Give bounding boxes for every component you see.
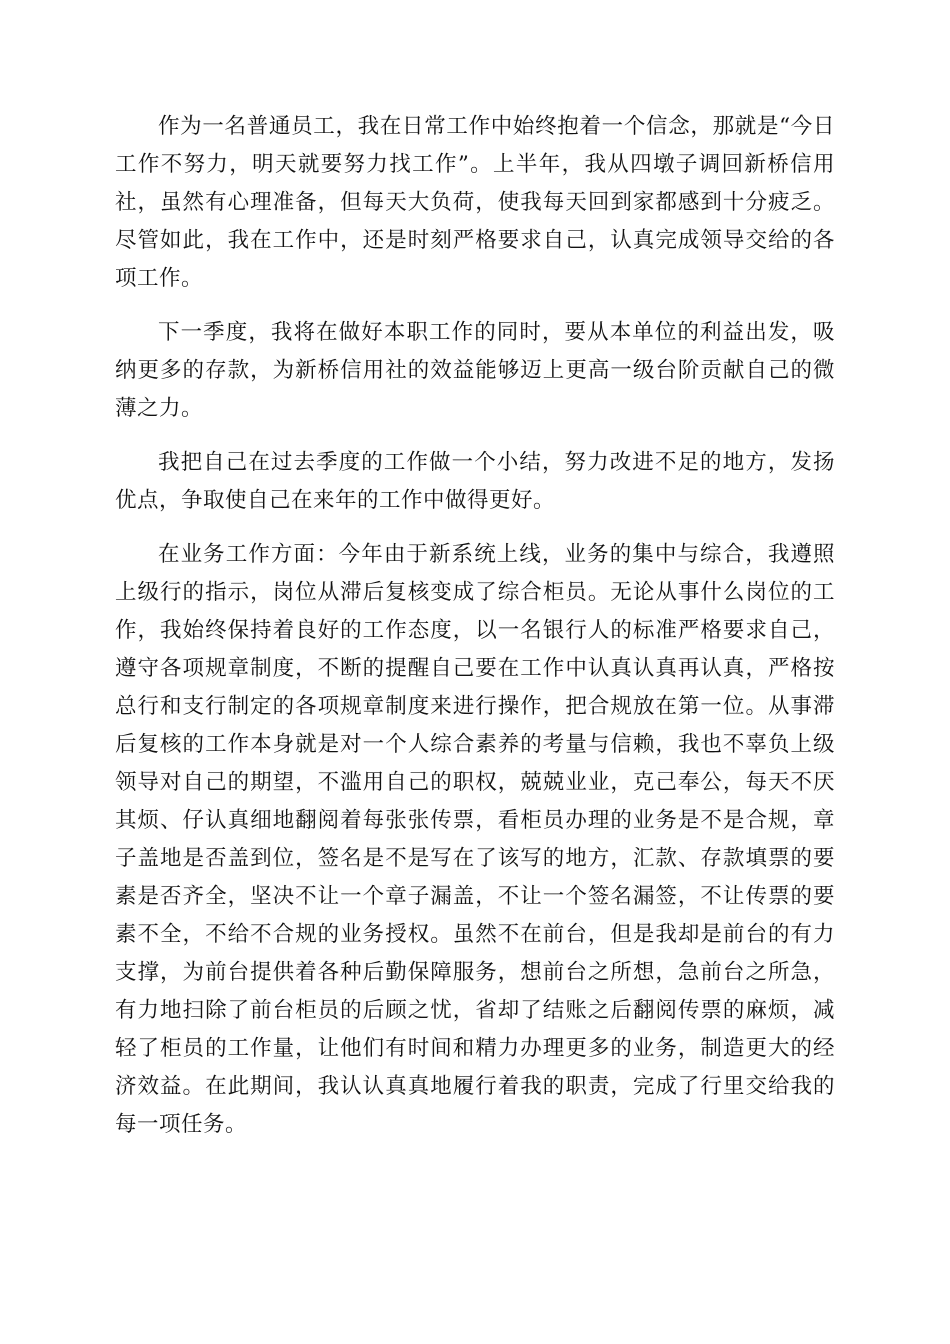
paragraph-3: 我把自己在过去季度的工作做一个小结，努力改进不足的地方，发扬优点，争取使自己在来年的工作中做得更好。 [115,450,835,513]
paragraph-4: 在业务工作方面：今年由于新系统上线，业务的集中与综合，我遵照上级行的指示，岗位从滞后复核变成了综合柜员。无论从事什么岗位的工作，我始终保持着良好的工作态度，以一名银行人的标准严格要求自己，遵守各项规章制度，不断的提醒自己要在工作中认真认真再认真，严格按总行和支行制定的各项规章制度来进行操作，把合规放在第一位。从事滞后复核的工作本身就是对一个人综合素养的考量与信赖，我也不辜负上级领导对自己的期望，不滥用自己的职权，兢兢业业，克己奉公，每天不厌其烦、仔认真细地翻阅着每张张传票，看柜员办理的业务是不是合规，章子盖地是否盖到位，签名是不是写在了该写的地方，汇款、存款填票的要素是否齐全，坚决不让一个章子漏盖，不让一个签名漏签，不让传票的要素不全，不给不合规的业务授权。虽然不在前台，但是我却是前台的有力支撑，为前台提供着各种后勤保障服务，想前台之所想，急前台之所急，有力地扫除了前台柜员的后顾之忧，省却了结账之后翻阅传票的麻烦，减轻了柜员的工作量，让他们有时间和精力办理更多的业务，制造更大的经济效益。在此期间，我认认真真地履行着我的职责，完成了行里交给我的每一项任务。 [115,542,835,1137]
document-body [115,108,835,1160]
paragraph-1: 作为一名普通员工，我在日常工作中始终抱着一个信念，那就是“今日工作不努力，明天就要努力找工作”。上半年，我从四墩子调回新桥信用社，虽然有心理准备，但每天大负荷，使我每天回到家都感到十分疲乏。尽管如此，我在工作中，还是时刻严格要求自己，认真完成领导交给的各项工作。 [115,114,835,291]
paragraph-2: 下一季度，我将在做好本职工作的同时，要从本单位的利益出发，吸纳更多的存款，为新桥信用社的效益能够迈上更高一级台阶贡献自己的微薄之力。 [115,320,835,421]
